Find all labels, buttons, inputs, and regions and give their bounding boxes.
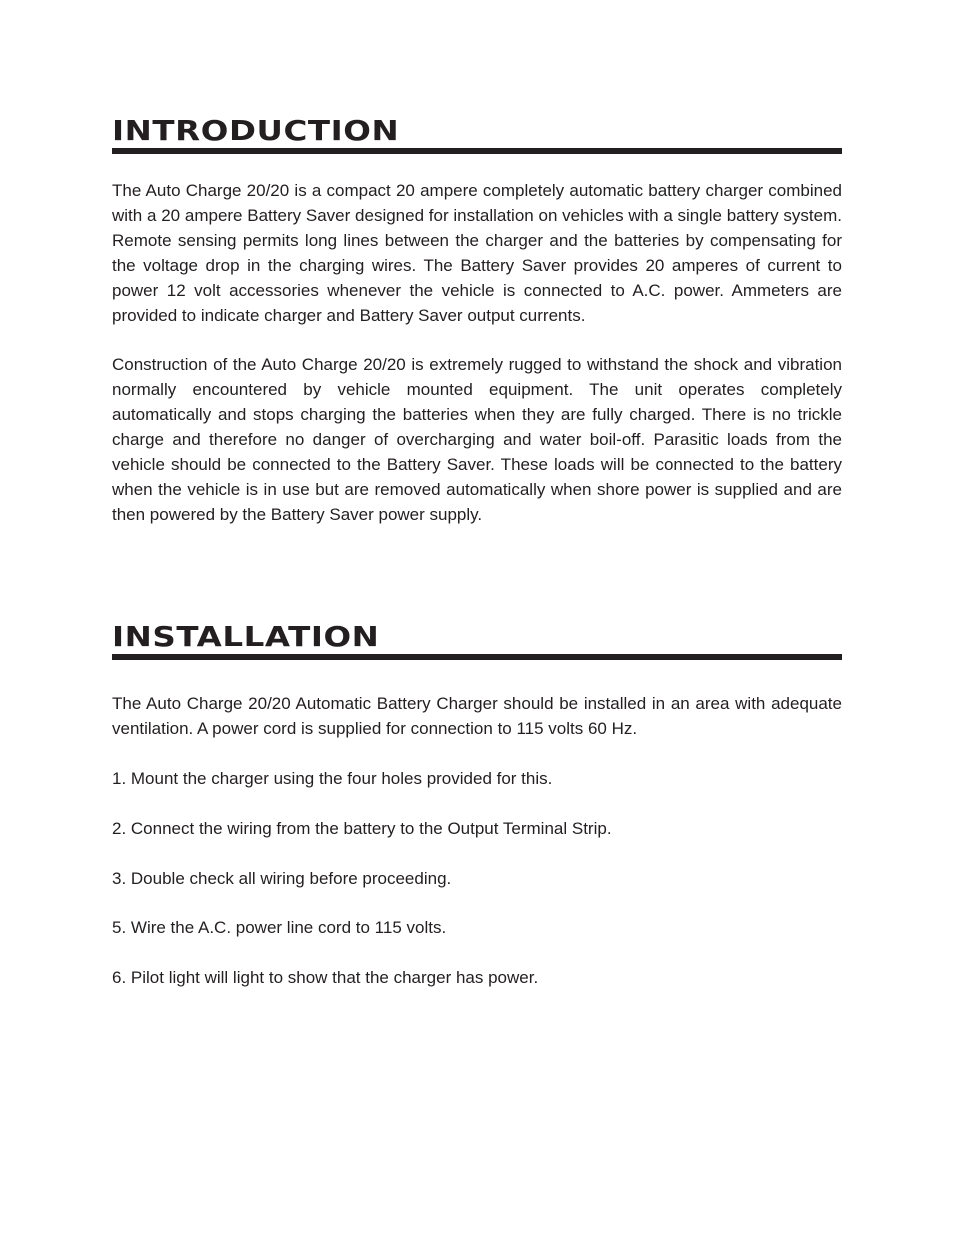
installation-step: 2. Connect the wiring from the battery to the Output Terminal Strip. [112,819,612,838]
installation-paragraph: The Auto Charge 20/20 Automatic Battery Charger should be installed in an area with adequate ventilation. A power cord is supplied for connection to 115 volts 60 Hz. [112,694,842,738]
installation-step: 1. Mount the charger using the four holes provided for this. [112,769,553,788]
introduction-section [112,116,842,154]
installation-heading-rule [112,654,842,660]
introduction-heading-rule [112,148,842,154]
installation-step: 6. Pilot light will light to show that the charger has power. [112,968,539,987]
introduction-paragraph-1: The Auto Charge 20/20 is a compact 20 ampere completely automatic battery charger combined with a 20 ampere Battery Saver designed for installation on vehicles with a single battery system. Remote sensing permits long lines between the charger and the batteries by compensating for the voltage drop in the charging wires. The Battery Saver provides 20 amperes of current to power 12 volt accessories whenever the vehicle is connected to A.C. power. Ammeters are provided to indicate charger and Battery Saver output currents. [112,181,842,325]
introduction-paragraph-2: Construction of the Auto Charge 20/20 is extremely rugged to withstand the shock and vibration normally encountered by vehicle mounted equipment. The unit operates completely automatically and stops charging the batteries when they are fully charged. There is no trickle charge and therefore no danger of overcharging and water boil-off. Parasitic loads from the vehicle should be connected to the Battery Saver. These loads will be connected to the battery when the vehicle is in use but are removed automatically when shore power is supplied and are then powered by the Battery Saver power supply. [112,355,842,524]
installation-section [112,622,842,660]
installation-step: 3. Double check all wiring before proceeding. [112,869,452,888]
introduction-heading: INTRODUCTION [112,114,400,147]
installation-heading: INSTALLATION [112,620,380,653]
installation-step: 5. Wire the A.C. power line cord to 115 volts. [112,918,447,937]
